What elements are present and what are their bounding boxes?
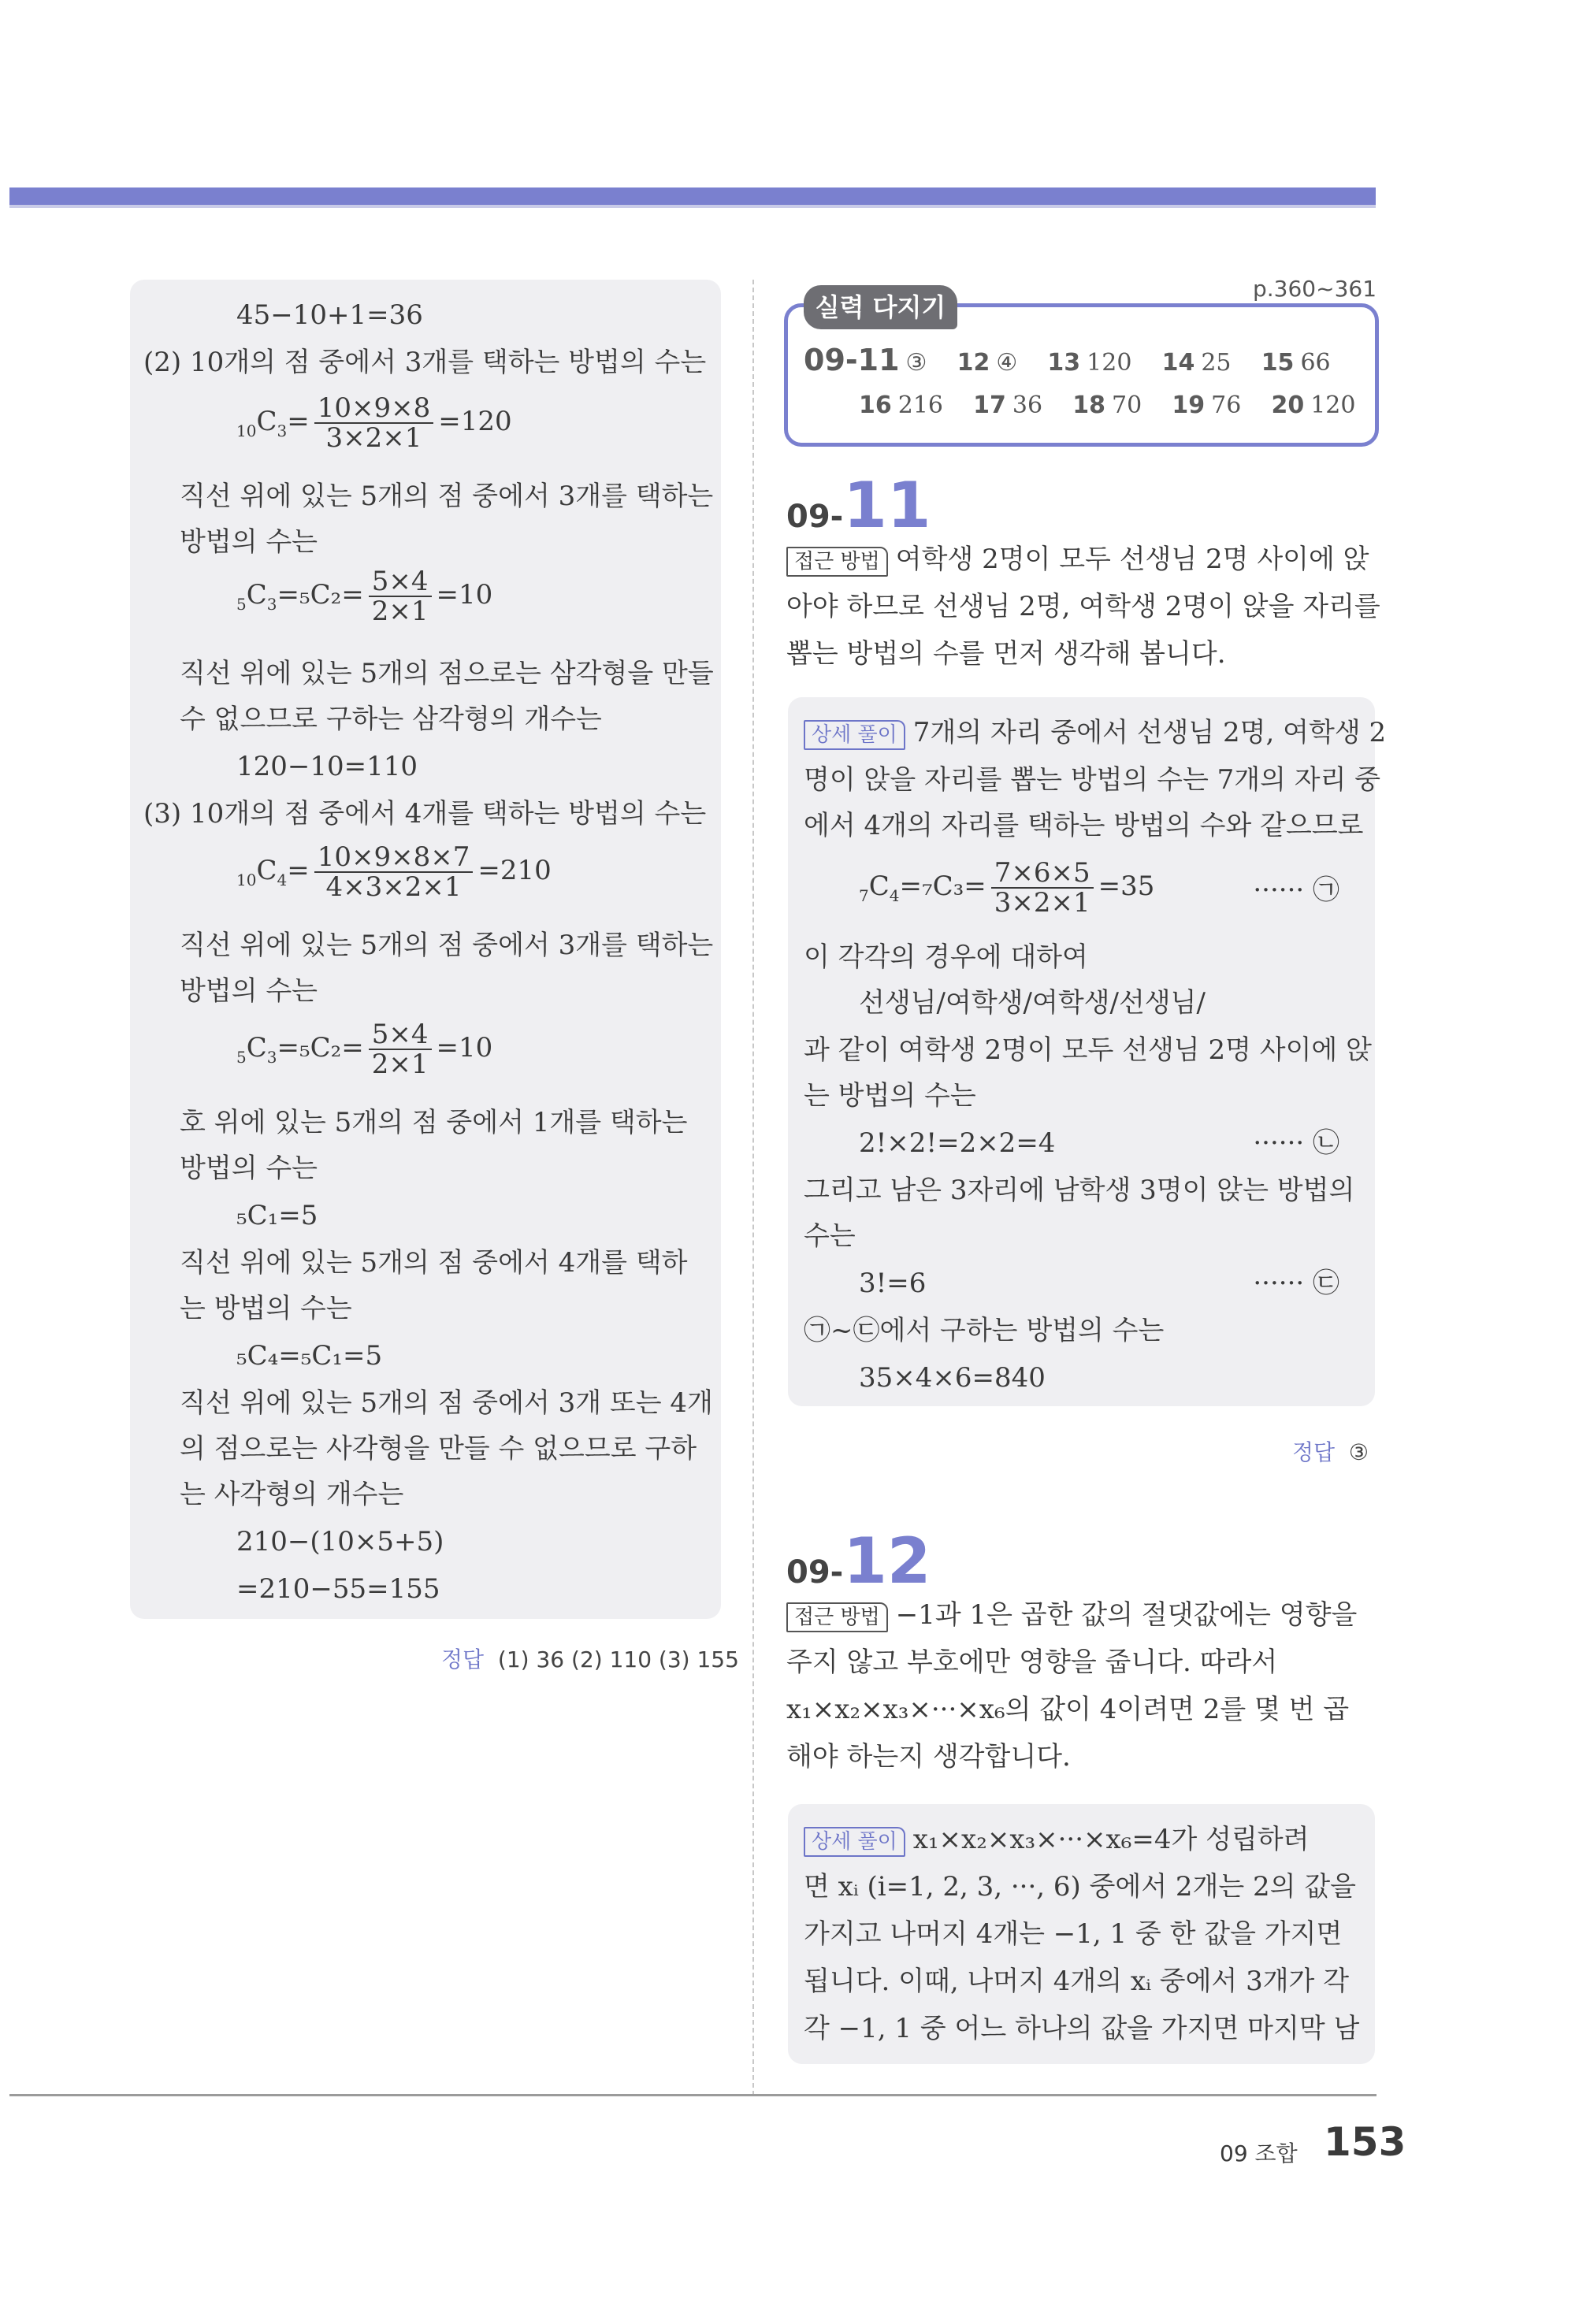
- left-line-2: (2) 10개의 점 중에서 3개를 택하는 방법의 수는: [143, 347, 707, 378]
- p11-detail-line-11: 3!=6 ······ ㉢: [859, 1268, 1339, 1299]
- answer-label: 정답: [441, 1646, 485, 1672]
- p11-detail-line-10: 수는: [804, 1220, 856, 1252]
- answer-label: 정답: [1292, 1439, 1336, 1465]
- left-line-14: 는 방법의 수는: [180, 1293, 352, 1324]
- p11-detail-line-1: 상세 풀이 7개의 자리 중에서 선생님 2명, 여학생 2: [804, 717, 1386, 750]
- approach-tag: 접근 방법: [786, 547, 888, 577]
- p11-detail-line-5: 선생님/여학생/여학생/선생님/: [859, 987, 1206, 1019]
- p11-detail-line-9: 그리고 남은 3자리에 남학생 3명이 앉는 방법의: [804, 1175, 1355, 1206]
- skill-tab-label: 실력 다지기: [804, 285, 957, 329]
- chapter-label: 09 조합: [1220, 2140, 1298, 2166]
- header-band-shadow: [9, 205, 1376, 208]
- left-equation-3: $_{10}C_4=$ $\frac{10\times 9\times 8\times 7}{4\times 3\times 2\times 1}$ =210: [236, 841, 552, 903]
- p11-detail-line-2: 명이 앉을 자리를 뽑는 방법의 수는 7개의 자리 중: [804, 764, 1381, 796]
- p11-detail-line-6: 과 같이 여학생 2명이 모두 선생님 2명 사이에 앉: [804, 1034, 1372, 1066]
- left-line-8: (3) 10개의 점 중에서 4개를 택하는 방법의 수는: [143, 798, 707, 830]
- p12-detail-line-4: 됩니다. 이때, 나머지 4개의 xᵢ 중에서 3개가 각: [804, 1966, 1350, 1997]
- left-line-4: 방법의 수는: [180, 526, 318, 558]
- skill-row-1: 09-11 ③ 12 ④ 13 120 14 25 15 66: [804, 343, 1331, 377]
- p11-equation: $_7C_4=_7C_3=$ $\frac{7\times 6\times 5}{3\times 2\times 1}$ =35 ······ ㉠: [859, 857, 1339, 919]
- header-band: [9, 187, 1376, 205]
- p11-approach-line-1: 접근 방법 여학생 2명이 모두 선생님 2명 사이에 앉: [786, 544, 1369, 577]
- left-line-13: 직선 위에 있는 5개의 점 중에서 4개를 택하: [180, 1247, 688, 1279]
- left-line-11: 호 위에 있는 5개의 점 중에서 1개를 택하는: [180, 1107, 688, 1138]
- p12-detail-line-5: 각 −1, 1 중 어느 하나의 값을 가지면 마지막 남: [804, 2013, 1360, 2044]
- problem-11-heading: 09-11: [786, 469, 931, 542]
- left-equation-4: $_5C_3=_5C_2=$ $\frac{5\times 4}{2\times 1}$ =10: [236, 1019, 493, 1080]
- p12-detail-line-2: 면 xᵢ (i=1, 2, 3, ···, 6) 중에서 2개는 2의 값을: [804, 1871, 1357, 1903]
- p11-approach-line-3: 뽑는 방법의 수를 먼저 생각해 봅니다.: [786, 638, 1226, 670]
- p11-detail-line-12: ㉠~㉢에서 구하는 방법의 수는: [804, 1315, 1165, 1346]
- detail-tag: 상세 풀이: [804, 1827, 905, 1857]
- left-line-6: 수 없으므로 구하는 삼각형의 개수는: [180, 704, 602, 735]
- detail-tag: 상세 풀이: [804, 720, 905, 750]
- left-line-16: 의 점으로는 사각형을 만들 수 없으므로 구하: [180, 1433, 697, 1465]
- p12-detail-line-1: 상세 풀이 x₁×x₂×x₃×···×x₆=4가 성립하려: [804, 1824, 1309, 1857]
- p11-detail-line-4: 이 각각의 경우에 대하여: [804, 941, 1088, 973]
- p11-detail-line-7: 는 방법의 수는: [804, 1080, 976, 1112]
- left-line-7: 120−10=110: [236, 751, 418, 782]
- left-answer: [441, 1643, 739, 1674]
- equation-mark-1: ······ ㉠: [1253, 874, 1339, 906]
- left-line-19: =210−55=155: [236, 1573, 440, 1605]
- left-equation-5: ₅C₁=5: [236, 1200, 318, 1231]
- left-equation-1: $_{10}C_3=$ $\frac{10\times 9\times 8}{3\times 2\times 1}$ =120: [236, 392, 512, 454]
- p11-approach-line-2: 아야 하므로 선생님 2명, 여학생 2명이 앉을 자리를: [786, 591, 1380, 622]
- equation-mark-3: ······ ㉢: [1253, 1268, 1339, 1299]
- footer-rule: [9, 2094, 1377, 2096]
- answer-values: (1) 36 (2) 110 (3) 155: [497, 1646, 739, 1672]
- left-line-15: 직선 위에 있는 5개의 점 중에서 3개 또는 4개: [180, 1387, 713, 1419]
- answer-value: ③: [1348, 1439, 1369, 1465]
- p11-answer: [1292, 1435, 1369, 1467]
- left-line-12: 방법의 수는: [180, 1153, 318, 1184]
- left-line-17: 는 사각형의 개수는: [180, 1479, 404, 1510]
- left-line-5: 직선 위에 있는 5개의 점으로는 삼각형을 만들: [180, 658, 714, 689]
- problem-12-heading: 09-12: [786, 1524, 931, 1598]
- p11-detail-line-3: 에서 4개의 자리를 택하는 방법의 수와 같으므로: [804, 810, 1364, 841]
- approach-tag: 접근 방법: [786, 1602, 888, 1632]
- p12-approach-line-2: 주지 않고 부호에만 영향을 줍니다. 따라서: [786, 1646, 1278, 1678]
- p12-approach-line-3: x₁×x₂×x₃×···×x₆의 값이 4이려면 2를 몇 번 곱: [786, 1694, 1350, 1725]
- left-line-18: 210−(10×5+5): [236, 1526, 444, 1557]
- left-line-10: 방법의 수는: [180, 975, 318, 1007]
- left-equation-6: ₅C₄=₅C₁=5: [236, 1340, 383, 1372]
- skill-row-2: 16 216 17 36 18 70 19 76 20 120: [859, 392, 1356, 419]
- p12-detail-line-3: 가지고 나머지 4개는 −1, 1 중 한 값을 가지면: [804, 1918, 1343, 1950]
- p12-approach-line-4: 해야 하는지 생각합니다.: [786, 1741, 1071, 1773]
- left-line-1: 45−10+1=36: [236, 299, 423, 331]
- left-line-9: 직선 위에 있는 5개의 점 중에서 3개를 택하는: [180, 930, 714, 961]
- page-number: 153: [1324, 2119, 1406, 2165]
- left-line-3: 직선 위에 있는 5개의 점 중에서 3개를 택하는: [180, 481, 714, 512]
- page-reference: p.360~361: [1253, 276, 1377, 302]
- left-equation-2: $_5C_3=_5C_2=$ $\frac{5\times 4}{2\times 1}$ =10: [236, 566, 493, 627]
- p12-approach-line-1: 접근 방법 −1과 1은 곱한 값의 절댓값에는 영향을: [786, 1599, 1357, 1632]
- equation-mark-2: ······ ㉡: [1253, 1127, 1339, 1159]
- p11-detail-line-13: 35×4×6=840: [859, 1362, 1046, 1394]
- column-divider: [752, 280, 754, 2096]
- p11-detail-line-8: 2!×2!=2×2=4 ······ ㉡: [859, 1127, 1339, 1159]
